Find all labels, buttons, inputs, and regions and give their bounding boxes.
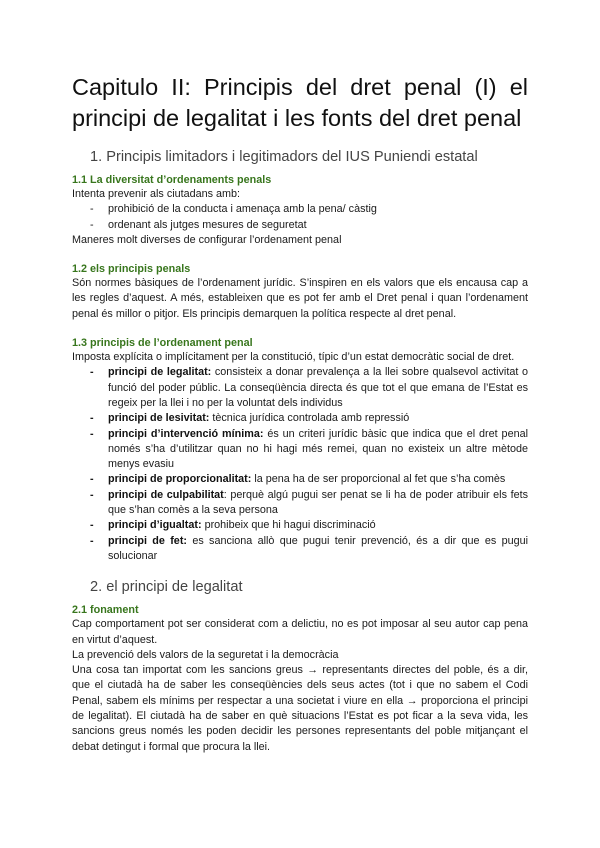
- subsection-2-1-paragraph-3: Una cosa tan importat com les sancions greus → representants directes del poble, és a dir, que el ciutadà ha de saber les conseqüències dels seus actes (tot i que no sabem el Codi Penal, sabem els mínims per respectar a una societat i viure en ella → proporciona el principi de legalitat). El ciutadà ha de saber en què situacions l’Estat es pot ficar a la seva vida, les sancions greus només les poden decidir les persones representants del poble mitjançant el debat detingut i formal que procura la llei.: [72, 664, 528, 753]
- principle-item: - principi de fet: es sanciona allò que pugui tenir prevenció, és a dir que es pugui solucionar: [90, 534, 528, 562]
- subsection-1-1-outro: Maneres molt diverses de configurar l’ordenament penal: [72, 233, 342, 246]
- principle-text: es sanciona allò que pugui tenir prevenció, és a dir que es pugui solucionar: [108, 534, 528, 562]
- principle-term: principi de lesivitat:: [108, 412, 210, 425]
- document-title: Capitulo II: Principis del dret penal (I) el principi de legalitat i les fonts del dret penal: [72, 74, 528, 131]
- document-page: [72, 72, 528, 755]
- principle-term: principi de legalitat:: [108, 366, 212, 379]
- list-item: - prohibició de la conducta i amenaça amb la pena/ càstig: [72, 202, 528, 217]
- principle-text: consisteix a donar prevalença a la llei sobre qualsevol activitat o funció del poder públic. La conseqüència directa és que tot el que emana de l’Estat es regeix per la llei i no per la voluntat dels individus: [108, 366, 528, 409]
- subsection-1-2-text: Són normes bàsiques de l’ordenament jurídic. S’inspiren en els valors que els encausa cap a les regles d’aquest. A més, estableixen que es pot fer amb el Dret penal i quan l’ordenament penal és millor o pitjor. Els principis demarquen la política respecte al dret penal.: [72, 277, 528, 320]
- subsection-1-2-heading: 1.2 els principis penals: [72, 263, 191, 276]
- principle-item: - principi de proporcionalitat: la pena ha de ser proporcional al fet que s’ha comès: [90, 473, 506, 486]
- principle-item: - principi d’intervenció mínima: és un criteri jurídic bàsic que indica que el dret penal només s’ha d’utilitzar quan no hi hagi més remei, quan no existeix un altre mètode menys evasiu: [90, 427, 528, 471]
- principle-term: principi de culpabilitat: [108, 488, 224, 501]
- subsection-1-1-intro: Intenta prevenir als ciutadans amb:: [72, 188, 241, 200]
- principle-text: la pena ha de ser proporcional al fet que s’ha comès: [251, 473, 506, 486]
- list-item: - ordenant als jutges mesures de seguretat: [72, 218, 528, 233]
- principle-term: principi d’igualtat:: [108, 519, 202, 532]
- section-1-heading: 1. Principis limitadors i legitimadors del IUS Puniendi estatal: [90, 149, 478, 165]
- principle-term: principi d’intervenció mínima:: [108, 427, 264, 440]
- subsection-1-1-list: [72, 202, 528, 233]
- principle-text: : perquè algú pugui ser penat se li ha de poder atribuir els fets que s’han comès a la seva persona: [108, 488, 528, 517]
- subsection-2-1-paragraph-2: La prevenció dels valors de la seguretat i la democràcia: [72, 648, 339, 661]
- subsection-2-1-heading: 2.1 fonament: [72, 604, 139, 617]
- principle-item: - principi de lesivitat: tècnica jurídica controlada amb repressió: [90, 412, 410, 425]
- subsection-2-1-paragraph-1: Cap comportament pot ser considerat com a delictiu, no es pot imposar al seu autor cap pena en virtut d’aquest.: [72, 618, 528, 646]
- principle-item: - principi de culpabilitat: perquè algú pugui ser penat se li ha de poder atribuir els fets que s’han comès a la seva persona: [90, 488, 528, 517]
- principle-item: - principi de legalitat: consisteix a donar prevalença a la llei sobre qualsevol activitat o funció del poder públic. La conseqüència directa és que tot el que emana de l’Estat es regeix per la llei i no per la voluntat dels individus: [90, 366, 528, 409]
- subsection-1-1-heading: 1.1 La diversitat d’ordenaments penals: [72, 174, 272, 186]
- principle-item: - principi d’igualtat: prohibeix que hi hagui discriminació: [90, 519, 376, 532]
- subsection-1-3-intro: Imposta explícita o implícitament per la constitució, típic d’un estat democràtic social de dret.: [72, 351, 515, 364]
- principle-term: principi de fet:: [108, 534, 188, 547]
- principles-list: [72, 365, 528, 564]
- principle-text: prohibeix que hi hagui discriminació: [201, 519, 376, 532]
- principle-term: principi de proporcionalitat:: [108, 473, 252, 486]
- principle-text: és un criteri jurídic bàsic que indica que el dret penal només s’ha d’utilitzar quan no hi hagi més remei, quan no existeix un altre mètode menys evasiu: [108, 427, 528, 471]
- principle-text: tècnica jurídica controlada amb repressió: [209, 412, 410, 425]
- subsection-1-3-heading: 1.3 principis de l’ordenament penal: [72, 337, 253, 350]
- section-2-heading: 2. el principi de legalitat: [90, 579, 243, 596]
